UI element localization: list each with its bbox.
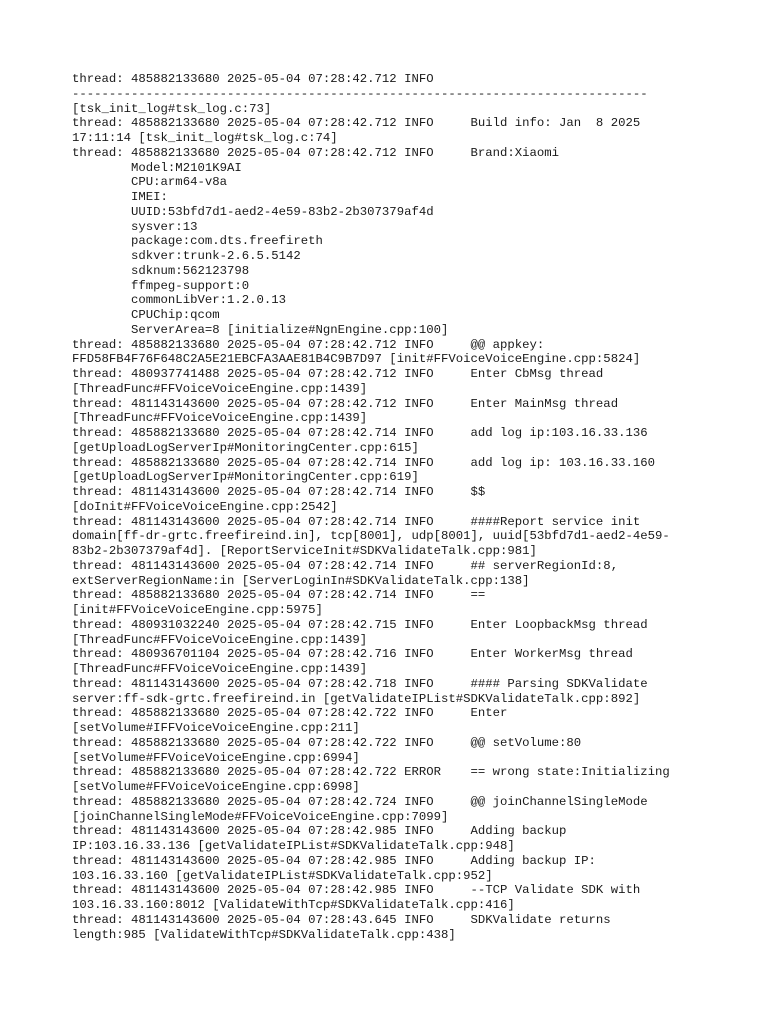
log-line: thread: 481143143600 2025-05-04 07:28:42.714 INFO ####Report service init <box>72 514 641 529</box>
log-line: server:ff-sdk-grtc.freefireind.in [getValidateIPList#SDKValidateTalk.cpp:892] <box>72 691 641 706</box>
log-line: 83b2-2b307379af4d]. [ReportServiceInit#SDKValidateTalk.cpp:981] <box>72 544 537 558</box>
log-line: ------------------------------------------------------------------------------ <box>72 86 648 101</box>
log-text-block <box>72 72 712 942</box>
log-line: package:com.dts.freefireth <box>72 234 323 249</box>
log-line: [setVolume#FFVoiceVoiceEngine.cpp:6994] <box>72 750 360 765</box>
log-line: thread: 481143143600 2025-05-04 07:28:43.645 INFO SDKValidate returns <box>72 912 611 927</box>
log-line: CPU:arm64-v8a <box>72 175 227 190</box>
log-line: commonLibVer:1.2.0.13 <box>72 293 287 308</box>
log-line: thread: 481143143600 2025-05-04 07:28:42.712 INFO Enter MainMsg thread <box>72 396 619 411</box>
log-line: thread: 485882133680 2025-05-04 07:28:42.714 INFO add log ip: 103.16.33.160 <box>72 455 655 470</box>
log-line: thread: 485882133680 2025-05-04 07:28:42.722 INFO @@ setVolume:80 <box>72 735 582 750</box>
log-line: ServerArea=8 [initialize#NgnEngine.cpp:100] <box>72 322 449 337</box>
log-line: 103.16.33.160 [getValidateIPList#SDKValidateTalk.cpp:952] <box>72 868 493 883</box>
log-line: thread: 485882133680 2025-05-04 07:28:42.712 INFO <box>72 72 434 86</box>
log-line: thread: 485882133680 2025-05-04 07:28:42.722 ERROR == wrong state:Initializing <box>72 765 670 780</box>
log-line: [ThreadFunc#FFVoiceVoiceEngine.cpp:1439] <box>72 411 368 426</box>
log-line: extServerRegionName:in [ServerLoginIn#SDKValidateTalk.cpp:138] <box>72 573 530 588</box>
log-line: Model:M2101K9AI <box>72 160 242 175</box>
log-line: [doInit#FFVoiceVoiceEngine.cpp:2542] <box>72 499 338 514</box>
log-line: [ThreadFunc#FFVoiceVoiceEngine.cpp:1439] <box>72 381 368 396</box>
log-line: 103.16.33.160:8012 [ValidateWithTcp#SDKValidateTalk.cpp:416] <box>72 898 515 912</box>
log-line: UUID:53bfd7d1-aed2-4e59-83b2-2b307379af4d <box>72 204 434 219</box>
log-line: domain[ff-dr-grtc.freefireind.in], tcp[8001], udp[8001], uuid[53bfd7d1-aed2-4e59- <box>72 529 670 544</box>
log-line: [setVolume#FFVoiceVoiceEngine.cpp:6998] <box>72 780 360 794</box>
log-line: [setVolume#IFFVoiceVoiceEngine.cpp:211] <box>72 721 360 735</box>
log-line: thread: 485882133680 2025-05-04 07:28:42.724 INFO @@ joinChannelSingleMode <box>72 794 648 809</box>
log-line: thread: 481143143600 2025-05-04 07:28:42.714 INFO ## serverRegionId:8, <box>72 558 619 573</box>
log-line: thread: 485882133680 2025-05-04 07:28:42.712 INFO @@ appkey: <box>72 337 545 352</box>
log-line: sdknum:562123798 <box>72 263 250 278</box>
log-line: sysver:13 <box>72 219 198 234</box>
log-line: [getUploadLogServerIp#MonitoringCenter.cpp:619] <box>72 470 419 485</box>
log-line: thread: 485882133680 2025-05-04 07:28:42.712 INFO Brand:Xiaomi <box>72 145 560 160</box>
log-line: [ThreadFunc#FFVoiceVoiceEngine.cpp:1439] <box>72 632 368 647</box>
log-line: thread: 481143143600 2025-05-04 07:28:42.718 INFO #### Parsing SDKValidate <box>72 676 648 691</box>
log-line: IP:103.16.33.136 [getValidateIPList#SDKValidateTalk.cpp:948] <box>72 839 515 853</box>
log-line: thread: 481143143600 2025-05-04 07:28:42.714 INFO $$ <box>72 485 486 499</box>
log-line: sdkver:trunk-2.6.5.5142 <box>72 249 301 263</box>
log-line: thread: 485882133680 2025-05-04 07:28:42.722 INFO Enter <box>72 706 508 721</box>
log-line: [tsk_init_log#tsk_log.c:73] <box>72 101 272 116</box>
log-line: [getUploadLogServerIp#MonitoringCenter.cpp:615] <box>72 440 419 455</box>
log-line: thread: 480936701104 2025-05-04 07:28:42.716 INFO Enter WorkerMsg thread <box>72 647 633 662</box>
log-line: thread: 481143143600 2025-05-04 07:28:42.985 INFO Adding backup IP: <box>72 853 596 868</box>
log-line: thread: 485882133680 2025-05-04 07:28:42.712 INFO Build info: Jan 8 2025 <box>72 116 641 131</box>
log-line: thread: 485882133680 2025-05-04 07:28:42.714 INFO add log ip:103.16.33.136 <box>72 426 648 440</box>
log-line: [ThreadFunc#FFVoiceVoiceEngine.cpp:1439] <box>72 662 368 676</box>
log-line: thread: 481143143600 2025-05-04 07:28:42.985 INFO Adding backup <box>72 824 567 839</box>
log-line: ffmpeg-support:0 <box>72 278 250 293</box>
log-line: thread: 480931032240 2025-05-04 07:28:42.715 INFO Enter LoopbackMsg thread <box>72 617 648 632</box>
log-line: [init#FFVoiceVoiceEngine.cpp:5975] <box>72 603 323 617</box>
log-line: [joinChannelSingleMode#FFVoiceVoiceEngine.cpp:7099] <box>72 809 449 824</box>
log-line: thread: 485882133680 2025-05-04 07:28:42.714 INFO == <box>72 588 486 603</box>
log-line: thread: 481143143600 2025-05-04 07:28:42.985 INFO --TCP Validate SDK with <box>72 883 641 898</box>
log-line: FFD58FB4F76F648C2A5E21EBCFA3AAE81B4C9B7D97 [init#FFVoiceVoiceEngine.cpp:5824] <box>72 352 641 367</box>
log-line: CPUChip:qcom <box>72 308 220 322</box>
log-line: 17:11:14 [tsk_init_log#tsk_log.c:74] <box>72 131 338 145</box>
log-line: length:985 [ValidateWithTcp#SDKValidateTalk.cpp:438] <box>72 927 456 942</box>
log-line: thread: 480937741488 2025-05-04 07:28:42.712 INFO Enter CbMsg thread <box>72 367 604 381</box>
log-line: IMEI: <box>72 190 168 204</box>
